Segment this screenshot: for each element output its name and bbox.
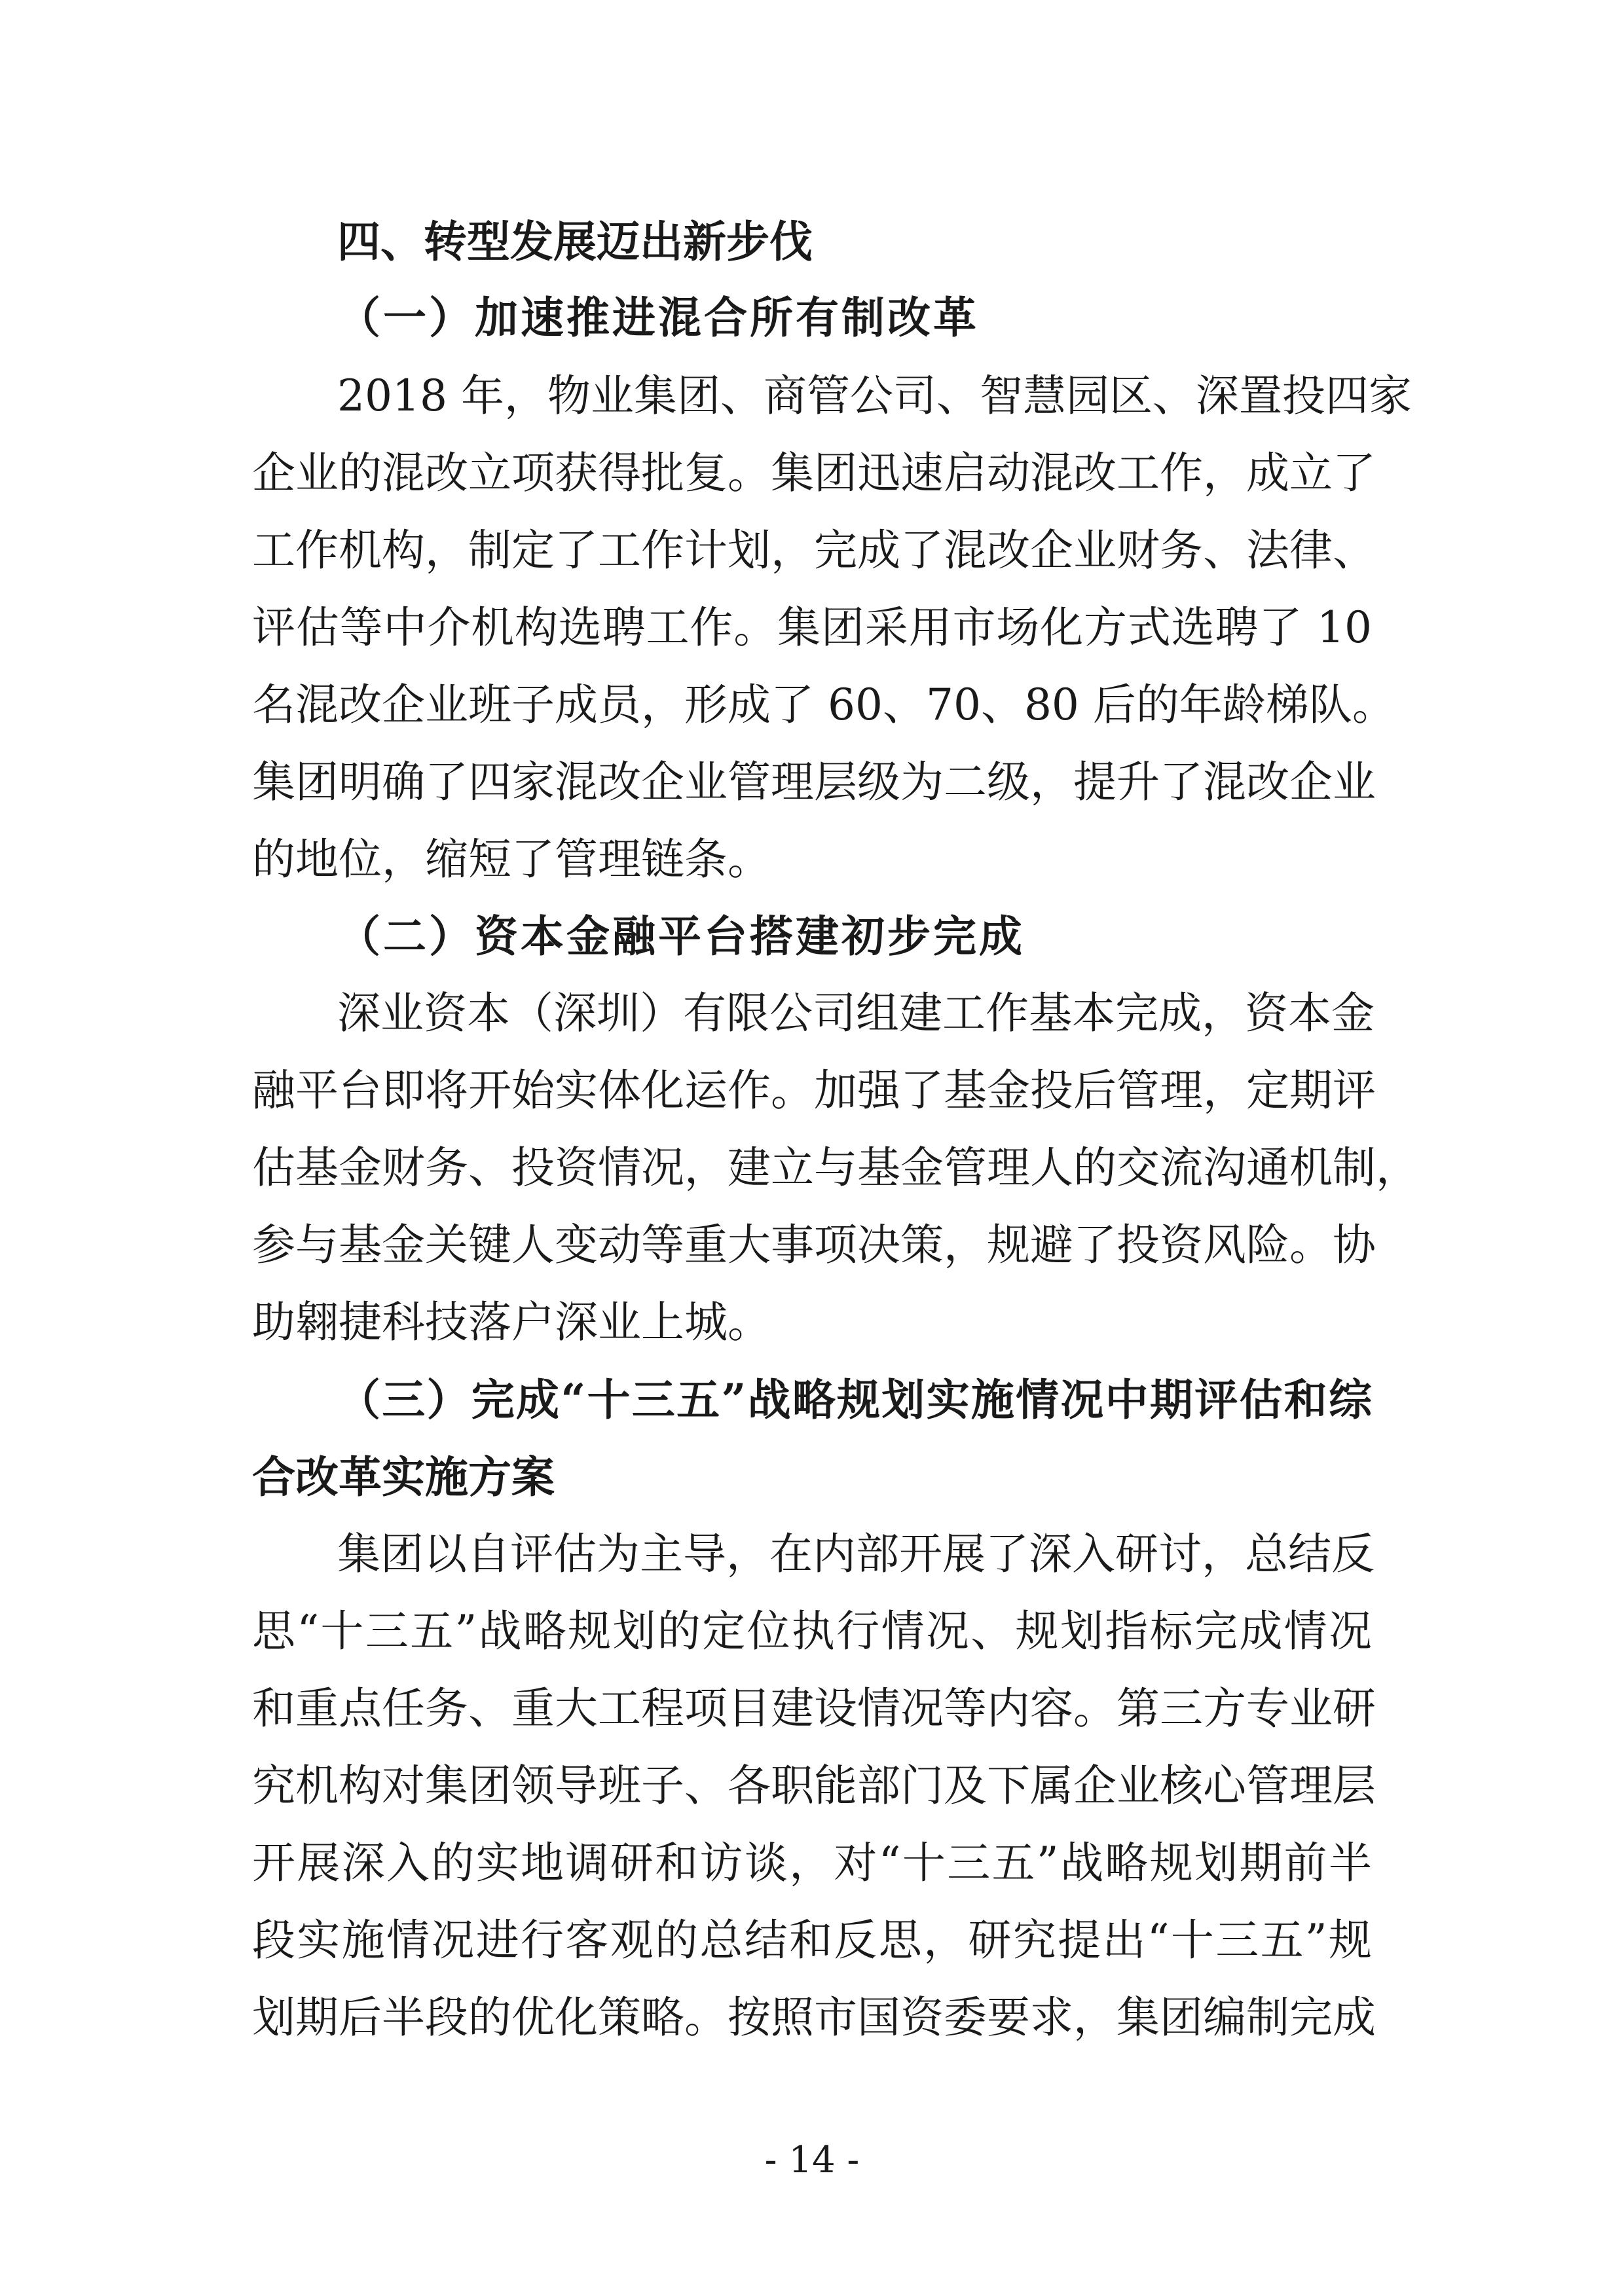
subsection-heading-3: （三）完成“十三五”战略规划实施情况中期评估和综 bbox=[337, 1374, 1372, 1425]
paragraph-line: 评估等中介机构选聘工作。集团采用市场化方式选聘了 10 bbox=[252, 602, 1372, 653]
paragraph-line: 深业资本（深圳）有限公司组建工作基本完成，资本金 bbox=[337, 988, 1375, 1038]
paragraph-line: 参与基金关键人变动等重大事项决策，规避了投资风险。协 bbox=[252, 1220, 1376, 1270]
paragraph-line: 融平台即将开始实体化运作。加强了基金投后管理，定期评 bbox=[252, 1065, 1376, 1116]
paragraph-line: 和重点任务、重大工程项目建设情况等内容。第三方专业研 bbox=[252, 1683, 1376, 1734]
paragraph-line: 2018 年，物业集团、商管公司、智慧园区、深置投四家 bbox=[337, 371, 1412, 421]
subsection-heading-3-continued: 合改革实施方案 bbox=[252, 1451, 555, 1503]
paragraph-line: 开展深入的实地调研和访谈，对“十三五”战略规划期前半 bbox=[252, 1838, 1372, 1888]
subsection-heading-2: （二）资本金融平台搭建初步完成 bbox=[337, 911, 1025, 962]
subsection-heading-1: （一）加速推进混合所有制改革 bbox=[337, 292, 979, 343]
paragraph-line: 集团明确了四家混改企业管理层级为二级，提升了混改企业 bbox=[252, 757, 1376, 807]
paragraph-line: 思“十三五”战略规划的定位执行情况、规划指标完成情况 bbox=[252, 1606, 1372, 1656]
paragraph-line: 企业的混改立项获得批复。集团迅速启动混改工作，成立了 bbox=[252, 448, 1376, 498]
paragraph-line: 集团以自评估为主导，在内部开展了深入研讨，总结反 bbox=[337, 1529, 1375, 1579]
paragraph-line: 助翱捷科技落户深业上城。 bbox=[252, 1297, 771, 1347]
paragraph-line: 划期后半段的优化策略。按照市国资委要求，集团编制完成 bbox=[252, 1992, 1376, 2043]
page-number: - 14 - bbox=[764, 2139, 860, 2181]
paragraph-line: 段实施情况进行客观的总结和反思，研究提出“十三五”规 bbox=[252, 1915, 1372, 1965]
paragraph-line: 估基金财务、投资情况，建立与基金管理人的交流沟通机制， bbox=[252, 1142, 1419, 1193]
paragraph-line: 名混改企业班子成员，形成了 60、70、80 后的年龄梯队。 bbox=[252, 680, 1395, 730]
paragraph-line: 的地位，缩短了管理链条。 bbox=[252, 834, 771, 884]
paragraph-line: 工作机构，制定了工作计划，完成了混改企业财务、法律、 bbox=[252, 525, 1376, 575]
paragraph-line: 究机构对集团领导班子、各职能部门及下属企业核心管理层 bbox=[252, 1760, 1376, 1811]
section-heading: 四、转型发展迈出新步伐 bbox=[337, 217, 813, 267]
